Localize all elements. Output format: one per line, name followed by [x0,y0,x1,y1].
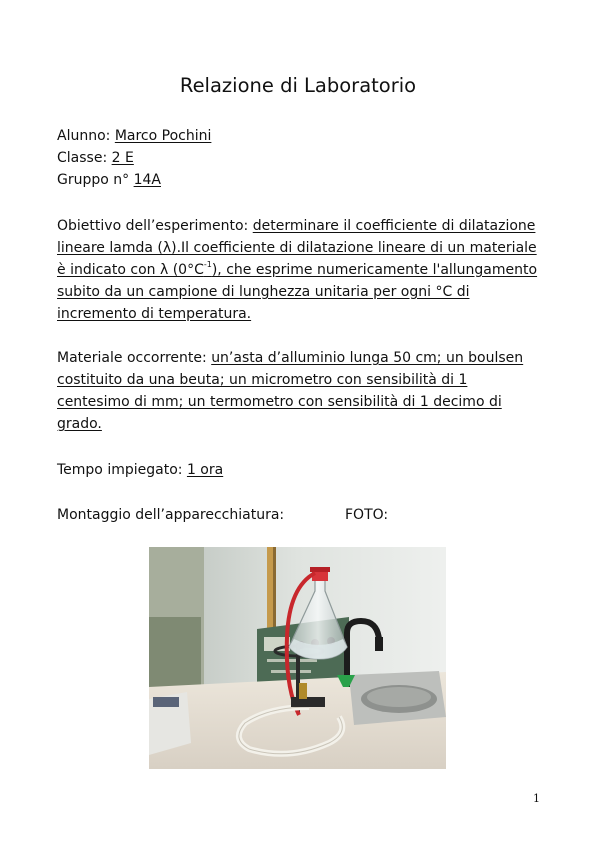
group-value: 14A [133,172,161,188]
time-line [57,459,542,481]
student-label: Alunno: [57,128,115,144]
objective-superscript: -1 [203,260,212,270]
setup-line [57,504,542,526]
time-label: Tempo impiegato: [57,462,187,478]
student-line [57,125,542,147]
objective-text-part1: determinare il coefficiente di dilatazione lineare lamda (λ).Il coefficiente di dilatazione lineare di un materiale è indicato con λ (0°C [57,218,537,278]
lab-setup-photo [149,547,446,769]
photo-label: FOTO: [345,507,389,523]
student-info [57,125,542,191]
objective-paragraph [57,215,542,325]
objective-label: Obiettivo dell’esperimento: [57,218,253,234]
materials-label: Materiale occorrente: [57,350,212,366]
materials-text: un’asta d’alluminio lunga 50 cm; un boulsen costituito da una beuta; un micrometro con sensibilità di 1 centesimo di mm; un termometro con sensibilità di 1 decimo di grado. [57,350,524,432]
setup-label: Montaggio dell’apparecchiatura: [57,507,285,523]
time-value: 1 ora [186,462,224,478]
page-number: 1 [533,792,540,805]
class-label: Classe: [57,150,112,166]
class-value: 2 E [111,150,134,166]
materials-paragraph [57,347,542,435]
class-line [57,147,542,169]
document-title: Relazione di Laboratorio [179,74,417,97]
group-label: Gruppo n° [57,172,134,188]
student-name: Marco Pochini [114,128,212,144]
group-line [57,169,542,191]
objective-text-part2: ), che esprime numericamente l'allungamento subito da un campione di lunghezza unitaria per ogni °C di incremento di temperatura. [57,262,538,322]
